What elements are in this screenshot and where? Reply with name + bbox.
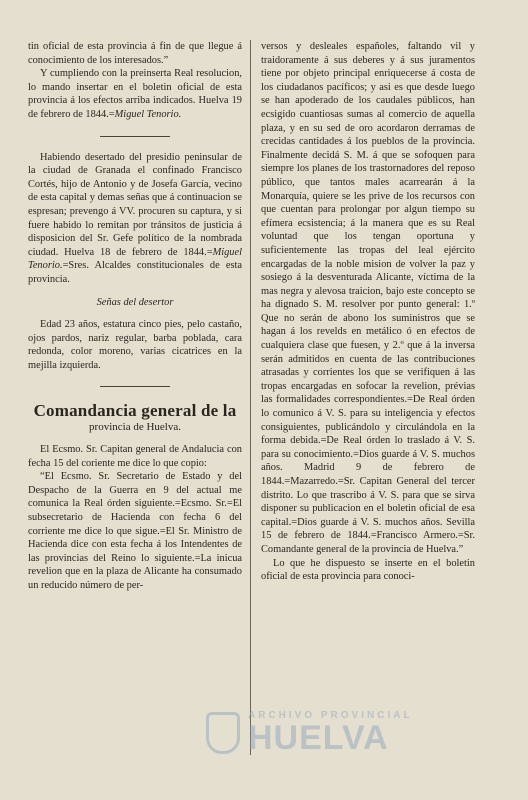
left-paragraph-4: Edad 23 años, estatura cinco pies, pelo castaño, ojos pardos, nariz regular, barba poblada, cara redonda, color moreno, varias cicatrices en la mejilla izquierda. xyxy=(28,319,242,371)
signature-miguel-tenorio-2: Miguel Tenorio. xyxy=(28,246,242,272)
left-paragraph-2-text: Y cumpliendo con la preinserta Real resolucion, lo mando insertar en el boletin oficial de esta provincia á los efectos arriba indicados. Huelva 19 de febrero de 1844.= xyxy=(28,68,242,120)
watermark-small-text: ARCHIVO PROVINCIAL xyxy=(248,710,413,721)
column-divider xyxy=(250,40,251,755)
left-paragraph-5: El Ecsmo. Sr. Capitan general de Andalucia con fecha 15 del coriente me dice lo que copio: xyxy=(28,444,242,469)
shield-icon xyxy=(206,712,240,754)
senas-heading: Señas del desertor xyxy=(96,296,174,308)
right-paragraph-1: versos y desleales españoles, faltando vil y traidoramente á sus deberes y á sus juramentos tiene por objeto principal enriquecerse á costa de los ciudadanos pacíficos; y asi es que desde luego se han apoderado de los caudales públicos, han ecsigido cuantiosas sumas al comercio de aquella plaza, y en su sed de oro acordaron derramas de crecidas cantidades á los pueblos de la provincia. Finalmente decidá S. M. á que se sofoquen para siempre los planes de los trastornadores del reposo público, que tantos males acarrearán á la Monarquía, quiere se les prive de los recursos con que cuentan para prolongar por algun tiempo su efímera ecsistencia; á la manera que es su Real voluntad que los tengan oportuna y suficientemente las tropas del leal ejército encargadas de la noble mision de volver la paz y sosiego á la desventurada Alicante, víctima de la mas negra y alevosa traicion, bajo este concepto se ha dignado S. M. resolver por punto general: 1.º Que no serán de abono los suministros que se hagan á los revelds en metálico ó en efectos de cualquiera clase que fuesen, y 2.º que á la inversa serán admitidos en cuenta de las contribuciones atrasadas y corrientes los que se verifiquen á las tropas encargadas en sofocar la revelion, prévias las formalidades correspondientes.=De Real órden lo comunico á V. S. para su inteligencia y efectos consiguientes, publicándolo y circulándola en la forma debida.=De Real órden lo traslado á V. S. para su conocimiento.=Dios guarde á V. S. muchos años. Madrid 9 de febrero de 1844.=Mazarredo.=Sr. Capitan General del tercer distrito. Lo que trascribo á V. S. para que se sirva disponer su publicacion en el boletin oficial de esa capital.=Dios guarde á V. S. muchos años. Sevilla 15 de febrero de 1844.=Francisco Armero.=Sr. Comandante general de la provincia de Huelva.” xyxy=(261,41,475,555)
right-paragraph-2: Lo que he dispuesto se inserte en el boletin oficial de esta provincia para conoci- xyxy=(261,557,475,583)
left-paragraph-3-end: =Sres. Alcaldes constitucionales de esta provincia. xyxy=(28,260,242,285)
left-paragraph-1: tin oficial de esta provincia á fin de que llegue á conocimiento de los interesados.” xyxy=(28,41,242,66)
left-paragraph-6: “El Ecsmo. Sr. Secretario de Estado y del Despacho de la Guerra en 9 del actual me comunica la Real órden siguiente.=Ecsmo. Sr.=El subsecretario de Hacienda con fecha 6 del corriente me dice lo que sigue.=El Sr. Ministro de Hacienda dice con esta fecha á los Intendentes de las provincias del Reino lo siguiente.=La inicua revelion que en la plaza de Alicante ha consumado un reducido número de per- xyxy=(28,471,242,591)
comandancia-title: Comandancia general de la xyxy=(33,401,237,421)
archive-watermark xyxy=(206,710,413,755)
left-column xyxy=(28,40,242,593)
left-paragraph-3 xyxy=(28,151,242,287)
right-column xyxy=(261,40,475,584)
section-divider-2 xyxy=(100,386,170,387)
section-divider xyxy=(100,136,170,137)
watermark-big-text: HUELVA xyxy=(248,719,389,757)
signature-miguel-tenorio-1: Miguel Tenorio. xyxy=(114,108,182,120)
watermark-text xyxy=(248,710,413,755)
left-paragraph-2 xyxy=(28,67,242,121)
comandancia-subtitle: provincia de Huelva. xyxy=(89,421,181,434)
left-paragraph-3-text: Habiendo desertado del presidio peninsular de la ciudad de Granada el confinado Francisco Cortés, hijo de Antonio y de Josefa García, vecino de esta capital y demas señas que á continuacion se espresan; prevengo á VV. procuren su captura, y si fuere habido lo remitan por tránsitos de justicia á disposicion del Sr. Gefe político de la nombrada ciudad. Huelva 18 de febrero de 1844.= xyxy=(28,151,242,258)
